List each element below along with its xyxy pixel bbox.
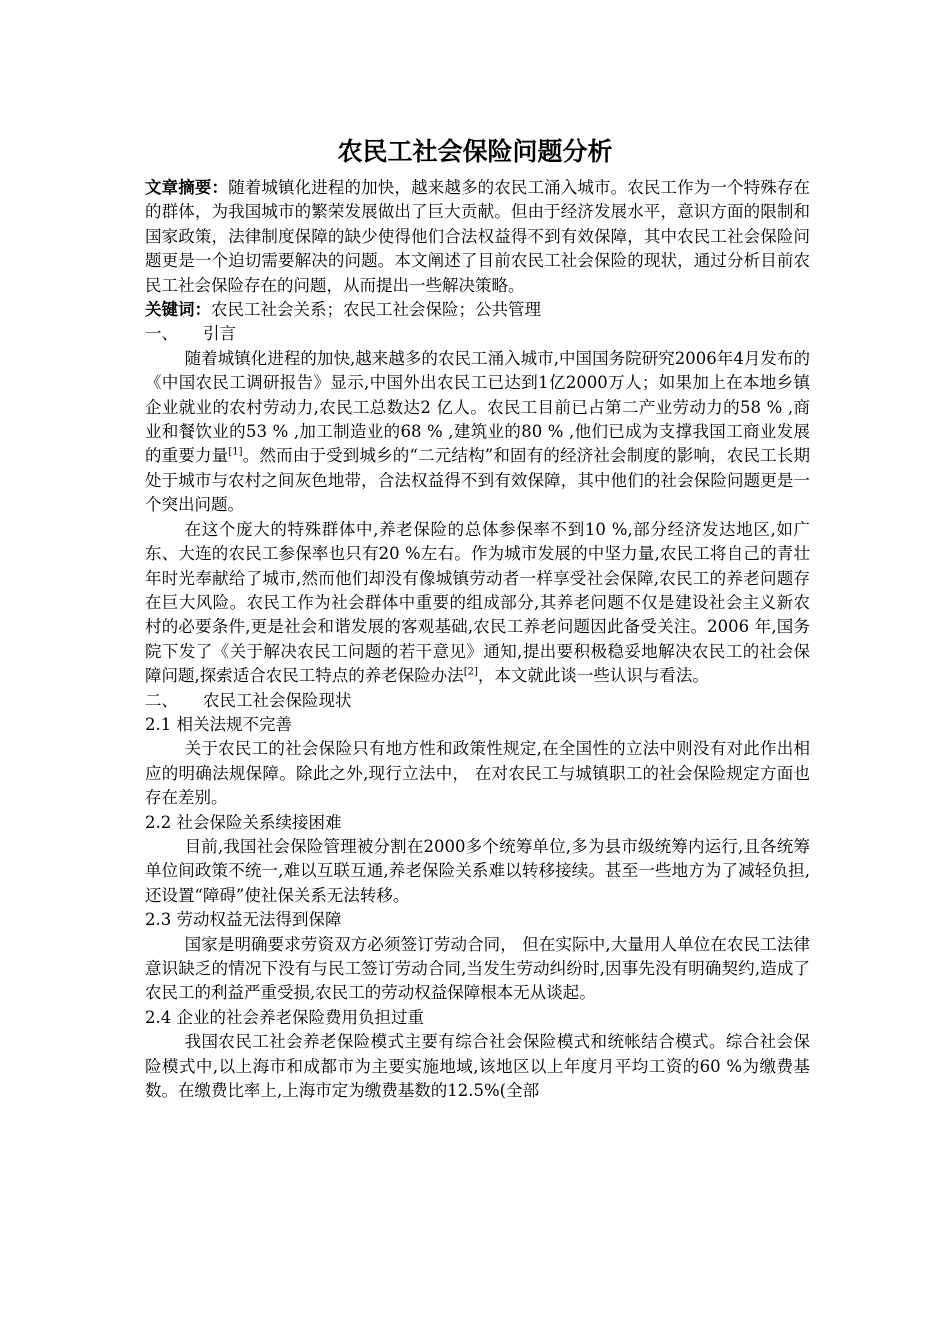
subsection-2-4-heading: 2.4 企业的社会养老保险费用负担过重: [145, 1007, 424, 1027]
document-title: 农民工社会保险问题分析: [337, 137, 613, 166]
section-1-paragraph-2: [145, 518, 810, 689]
paragraph-text: ，本文就此谈一些认识与看法。: [477, 666, 709, 686]
paragraph-text: 。然而由于受到城乡的“二元结构”和固有的经济社会制度的影响，农民工长期处于城市与农村之间灰色地带，合法权益得不到有效保障，其中他们的社会保险问题更是一个突出问题。: [145, 446, 811, 515]
subsection-2-1-paragraph: 关于农民工的社会保险只有地方性和政策性规定,在全国性的立法中则没有对此作出相应的明确法规保障。除此之外,现行立法中， 在对农民工与城镇职工的社会保险规定方面也存在差别。: [145, 739, 810, 808]
section-1-number: 一、: [145, 324, 178, 344]
subsection-2-3-paragraph: 国家是明确要求劳资双方必须签订劳动合同， 但在实际中,大量用人单位在农民工法律意识缺乏的情况下没有与民工签订劳动合同,当发生劳动纠纷时,因事先没有明确契约,造成了农民工的利益严重受损,农民工的劳动权益保障根本无从谈起。: [145, 934, 810, 1003]
section-2-heading: [145, 689, 810, 713]
section-2-number: 二、: [145, 690, 178, 710]
keywords-label: 关键词：: [145, 300, 211, 320]
section-1-heading: [145, 322, 810, 346]
citation-ref-1: [1]: [228, 446, 243, 458]
keywords-paragraph: [145, 298, 810, 322]
section-1-title: 引言: [203, 324, 236, 344]
section-2-title: 农民工社会保险现状: [203, 690, 352, 710]
subsection-2-2-paragraph: 目前,我国社会保险管理被分割在2000多个统筹单位,多为县市级统筹内运行,且各统筹单位间政策不统一,难以互联互通,养老保险关系难以转移接续。甚至一些地方为了减轻负担,还设置“障碍”使社保关系无法转移。: [145, 836, 810, 905]
subsection-2-4-paragraph: 我国农民工社会养老保险模式主要有综合社会保险模式和统帐结合模式。综合社会保险模式中,以上海市和成都市为主要实施地域,该地区以上年度月平均工资的60 %为缴费基数。在缴费比率上,上海市定为缴费基数的12.5%(全部: [145, 1032, 810, 1101]
citation-ref-2: [2]: [463, 666, 478, 678]
section-1-paragraph-1: [145, 347, 810, 518]
abstract-paragraph: [145, 176, 810, 298]
subsection-2-2-heading: 2.2 社会保险关系续接困难: [145, 812, 342, 832]
keywords-text: 农民工社会关系；农民工社会保险；公共管理: [211, 300, 541, 320]
subsection-2-3-heading: 2.3 劳动权益无法得到保障: [145, 910, 342, 930]
abstract-text: 随着城镇化进程的加快，越来越多的农民工涌入城市。农民工作为一个特殊存在的群体，为我国城市的繁荣发展做出了巨大贡献。但由于经济发展水平，意识方面的限制和国家政策，法律制度保障的缺少使得他们合法权益得不到有效保障，其中农民工社会保险问题更是一个迫切需要解决的问题。本文阐述了目前农民工社会保险的现状，通过分析目前农民工社会保险存在的问题，从而提出一些解决策略。: [145, 178, 811, 295]
subsection-2-1-heading: 2.1 相关法规不完善: [145, 714, 292, 734]
paragraph-text: 随着城镇化进程的加快,越来越多的农民工涌入城市,中国国务院研究2006年4月发布的《中国农民工调研报告》显示,中国外出农民工已达到1亿2000万人；如果加上在本地乡镇企业就业的农村劳动力,农民工总数达2 亿人。农民工目前已占第二产业劳动力的58 % ,商业和餐饮业的53 % ,加工制造业的68 % ,建筑业的80 % ,他们已成为支撑我国工商业发展的重要力量: [145, 348, 810, 466]
paragraph-text: 在这个庞大的特殊群体中,养老保险的总体参保率不到10 %,部分经济发达地区,如广东、大连的农民工参保率也只有20 %左右。作为城市发展的中坚力量,农民工将自己的青壮年时光奉献给了城市,然而他们却没有像城镇劳动者一样享受社会保障,农民工的养老问题存在巨大风险。农民工作为社会群体中重要的组成部分,其养老问题不仅是建设社会主义新农村的必要条件,更是社会和谐发展的客观基础,农民工养老问题因此备受关注。2006 年,国务院下发了《关于解决农民工问题的若干意见》通知,提出要积极稳妥地解决农民工的社会保障问题,探索适合农民工特点的养老保险办法: [145, 519, 810, 686]
abstract-label: 文章摘要：: [145, 178, 229, 197]
document-body: [145, 176, 810, 1103]
